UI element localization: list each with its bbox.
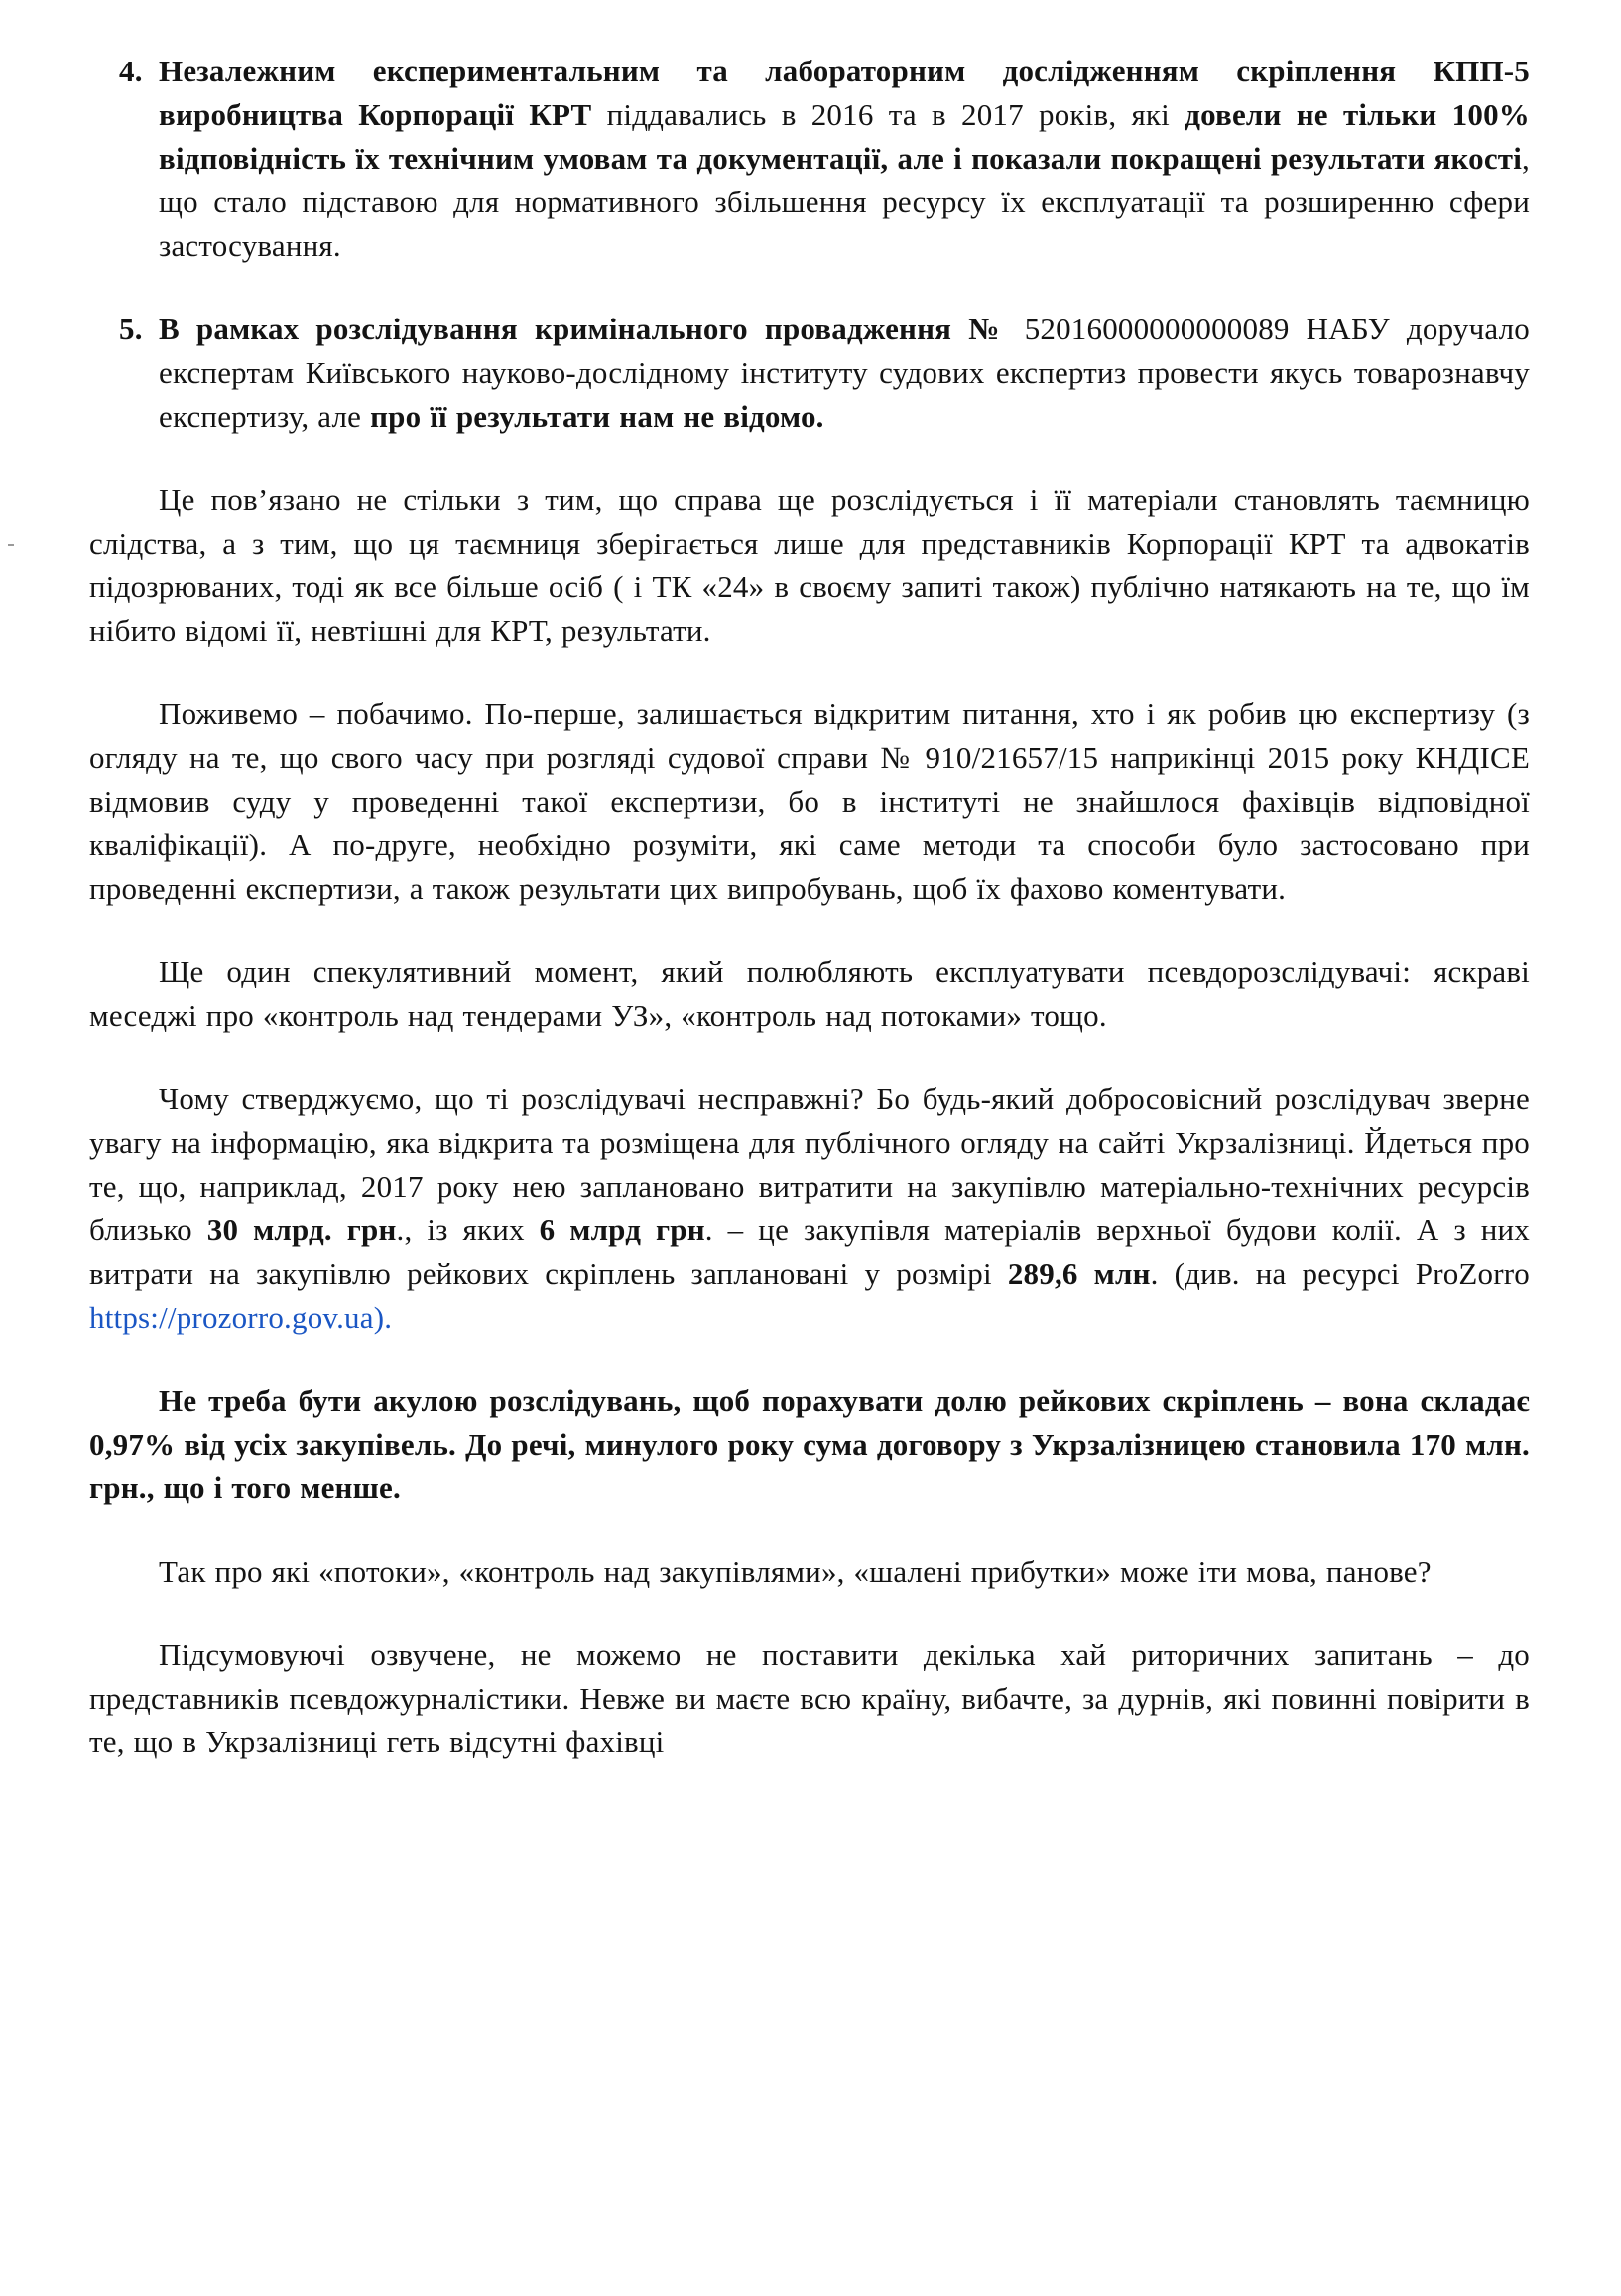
paragraph-9	[89, 1633, 1530, 1764]
bold-text-run: 289,6 млн	[1007, 1256, 1151, 1291]
text-run: Так про які «потоки», «контроль над закупівлями», «шалені прибутки» може іти мова, панове?	[159, 1554, 1432, 1589]
numbered-paragraph-4	[89, 50, 1530, 268]
list-number: 5.	[119, 312, 143, 346]
bold-text-run: про її результати нам не відомо.	[370, 399, 824, 434]
prozorro-link[interactable]: https://prozorro.gov.ua).	[89, 1300, 393, 1335]
paragraph-3	[89, 478, 1530, 653]
paragraph-7	[89, 1379, 1530, 1510]
text-run: Підсумовуючі озвучене, не можемо не поставити декілька хай риторичних запитань – до представників псевдожурналістики. Невже ви маєте всю країну, вибачте, за дурнів, які повинні повірити в те, що в Укрзалізниці геть відсутні фахівці	[89, 1637, 1530, 1759]
text-run: ., із яких	[396, 1212, 540, 1247]
text-run: піддавались в 2016 та в 2017 років, які	[606, 97, 1185, 132]
text-run: Це пов’язано не стільки з тим, що справа ще розслідується і її матеріали становлять таємницю слідства, а з тим, що ця таємниця зберігається лише для представників Корпорації КРТ та адвокатів підозрюваних, тоді як все більше осіб ( і ТК «24» в своєму запиті також) публічно натякають на те, що їм нібито відомі її, невтішні для КРТ, результати.	[89, 482, 1530, 648]
text-run: , що стало підставою для нормативного збільшення ресурсу їх експлуатації та розширенню сфери застосування.	[159, 141, 1530, 263]
scan-artifact	[8, 544, 14, 546]
bold-text-run: довели не тільки 100% відповідність їх технічним умовам та документації, але і показали покращені результати якості	[159, 97, 1530, 176]
bold-text-run: 30 млрд. грн	[206, 1212, 397, 1247]
text-run: . – це закупівля матеріалів верхньої будови колії. А з них витрати на закупівлю рейкових скріплень заплановані у розмірі	[89, 1212, 1530, 1291]
paragraph-6	[89, 1078, 1530, 1339]
bold-text-run: Не треба бути акулою розслідувань, щоб порахувати долю рейкових скріплень – вона складає 0,97% від усіх закупівель. До речі, минулого року сума договору з Укрзалізницею становила 170 млн. грн., що і того менше.	[89, 1383, 1530, 1505]
numbered-paragraph-5	[89, 308, 1530, 439]
bold-text-run: Незалежним експериментальним та лабораторним дослідженням скріплення КПП-5 виробництва Корпорації КРТ	[159, 54, 1530, 132]
text-run: Чому стверджуємо, що ті розслідувачі несправжні? Бо будь-який добросовісний розслідувач зверне увагу на інформацію, яка відкрита та розміщена для публічного огляду на сайті Укрзалізниці. Йдеться про те, що, наприклад, 2017 року нею заплановано витратити на закупівлю матеріально-технічних ресурсів близько	[89, 1082, 1530, 1247]
list-number: 4.	[119, 54, 143, 88]
bold-text-run: 6 млрд грн	[539, 1212, 705, 1247]
text-run: . (див. на ресурсі ProZorro	[1150, 1256, 1531, 1291]
paragraph-4	[89, 693, 1530, 911]
paragraph-5	[89, 951, 1530, 1038]
paragraph-8	[89, 1550, 1530, 1594]
document-body	[89, 50, 1530, 1764]
bold-text-run: В рамках розслідування кримінального провадження №	[159, 312, 1025, 346]
text-run: 52016000000000089 НАБУ доручало експертам Київського науково-дослідному інституту судових експертиз провести якусь товарознавчу експертизу, але	[159, 312, 1530, 434]
text-run: Ще один спекулятивний момент, який полюбляють експлуатувати псевдорозслідувачі: яскраві меседжі про «контроль над тендерами УЗ», «контроль над потоками» тощо.	[89, 955, 1530, 1033]
text-run: Поживемо – побачимо. По-перше, залишається відкритим питання, хто і як робив цю експертизу (з огляду на те, що свого часу при розгляді судової справи № 910/21657/15 наприкінці 2015 року КНДІСЕ відмовив суду у проведенні такої експертизи, бо в інституті не знайшлося фахівців відповідної кваліфікації). А по-друге, необхідно розуміти, які саме методи та способи було застосовано при проведенні експертизи, а також результати цих випробувань, щоб їх фахово коментувати.	[89, 697, 1530, 906]
